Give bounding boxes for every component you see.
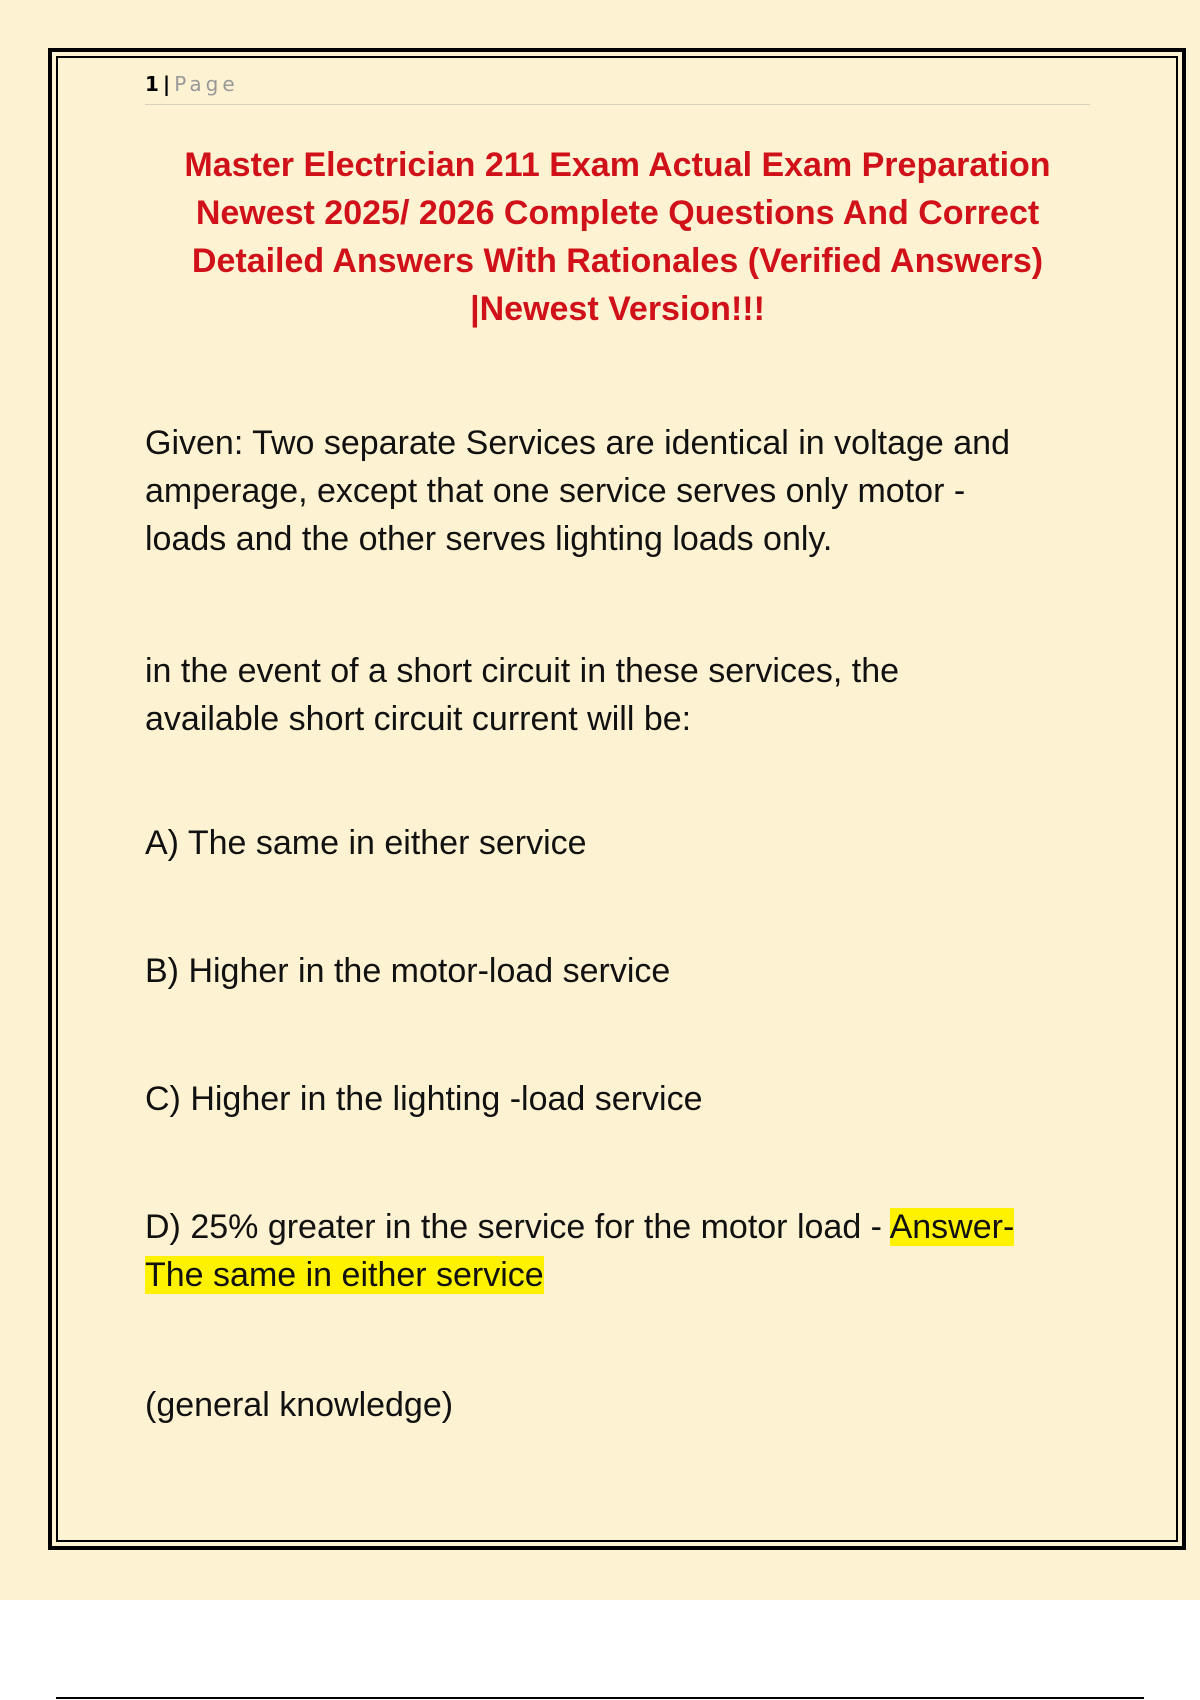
option-d bbox=[145, 1203, 1090, 1299]
prompt-line: available short circuit current will be: bbox=[145, 700, 692, 738]
page-header bbox=[145, 70, 1090, 105]
option-d-line bbox=[145, 1251, 1090, 1299]
title-line: Detailed Answers With Rationales (Verified Answers) bbox=[191, 242, 1044, 280]
page-number: 1 bbox=[145, 72, 159, 96]
option-d-line bbox=[145, 1203, 1090, 1251]
option-d-text: D) 25% greater in the service for the motor load - bbox=[145, 1208, 890, 1246]
option-c: C) Higher in the lighting -load service bbox=[145, 1080, 703, 1118]
stem-line: amperage, except that one service serves only motor - bbox=[145, 472, 966, 510]
stem-line: loads and the other serves lighting loads only. bbox=[145, 520, 833, 558]
rationale-note: (general knowledge) bbox=[145, 1386, 454, 1424]
title-line: |Newest Version!!! bbox=[470, 290, 765, 328]
stem-line: Given: Two separate Services are identical in voltage and bbox=[145, 424, 1010, 462]
prompt-line: in the event of a short circuit in these services, the bbox=[145, 652, 900, 690]
option-a: A) The same in either service bbox=[145, 824, 587, 862]
title-line: Newest 2025/ 2026 Complete Questions And Correct bbox=[195, 194, 1040, 232]
page-label: Page bbox=[174, 72, 239, 96]
question-prompt bbox=[145, 647, 1090, 743]
correct-answer: The same in either service bbox=[145, 1256, 544, 1294]
document-title bbox=[145, 141, 1090, 333]
document-content bbox=[145, 70, 1090, 1429]
page-separator: | bbox=[162, 72, 171, 96]
title-line: Master Electrician 211 Exam Actual Exam Preparation bbox=[184, 146, 1051, 184]
question-stem bbox=[145, 419, 1090, 563]
answer-label: Answer- bbox=[889, 1208, 1015, 1246]
footer-rule bbox=[56, 1697, 1144, 1699]
option-b: B) Higher in the motor-load service bbox=[145, 952, 671, 990]
